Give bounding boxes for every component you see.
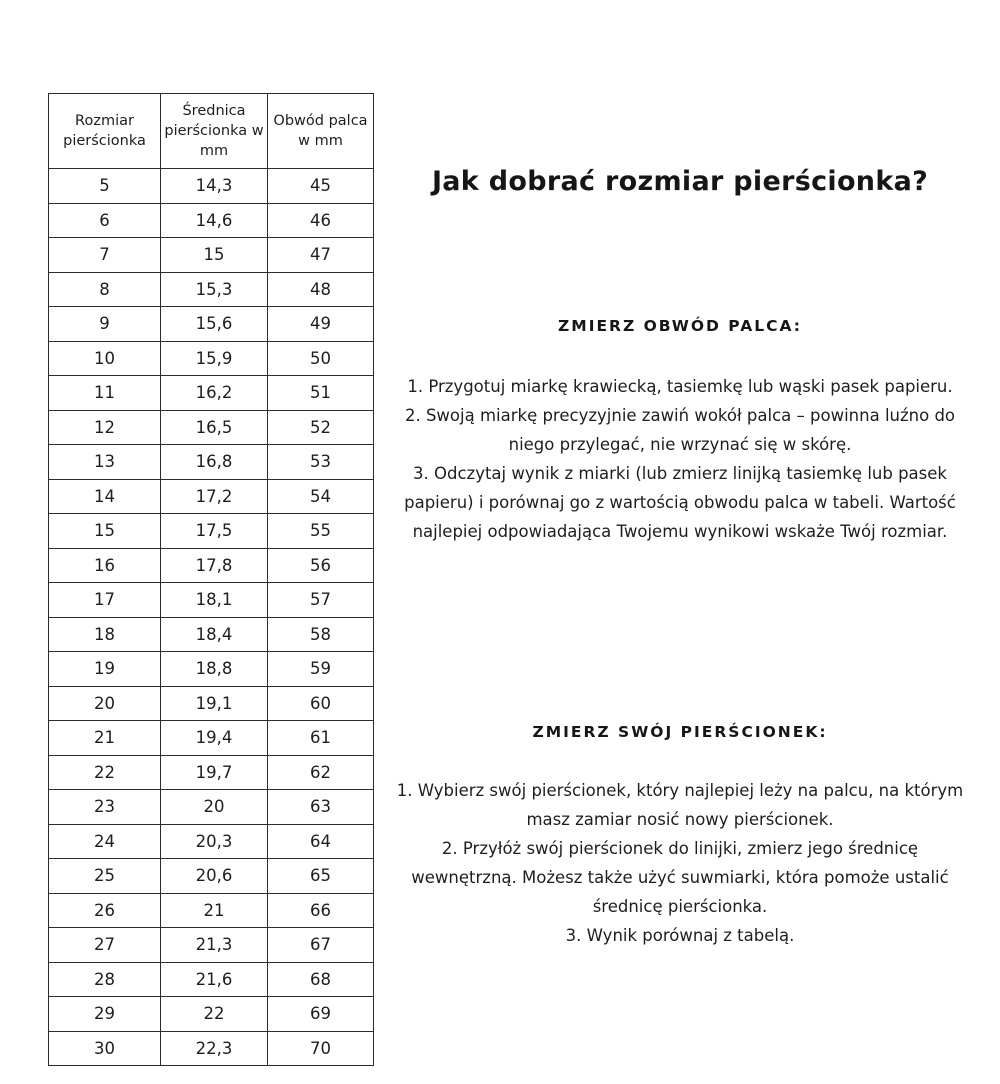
table-row [49,341,374,376]
table-row [49,652,374,687]
table-header-row [49,94,374,169]
table-cell: 8 [49,272,161,307]
table-cell: 15,6 [161,307,268,342]
table-row [49,445,374,480]
table-cell: 18,4 [161,617,268,652]
table-row [49,859,374,894]
table-row [49,617,374,652]
table-cell: 16 [49,548,161,583]
table-cell: 28 [49,962,161,997]
table-row [49,376,374,411]
table-cell: 11 [49,376,161,411]
instruction-item: 1. Przygotuj miarkę krawiecką, tasiemkę lub wąski pasek papieru. [407,377,953,396]
table-cell: 14 [49,479,161,514]
table-cell: 16,8 [161,445,268,480]
table-cell: 63 [268,790,374,825]
table-row [49,514,374,549]
table-cell: 55 [268,514,374,549]
table-row [49,893,374,928]
table-cell: 19 [49,652,161,687]
table-cell: 15 [49,514,161,549]
table-row [49,548,374,583]
table-cell: 10 [49,341,161,376]
header-ring-size: Rozmiar pierścionka [49,94,161,169]
table-row [49,928,374,963]
table-cell: 22,3 [161,1031,268,1066]
table-cell: 45 [268,169,374,204]
table-row [49,583,374,618]
table-cell: 20 [161,790,268,825]
table-cell: 21,6 [161,962,268,997]
table-row [49,962,374,997]
table-row [49,307,374,342]
table-cell: 53 [268,445,374,480]
table-cell: 22 [49,755,161,790]
table-row [49,238,374,273]
instruction-item: 2. Przyłóż swój pierścionek do linijki, zmierz jego średnicę wewnętrzną. Możesz także użyć suwmiarki, która pomoże ustalić średnicę pierścionka. [411,839,949,916]
table-row [49,479,374,514]
ring-size-table-body [49,169,374,1066]
table-cell: 62 [268,755,374,790]
table-cell: 70 [268,1031,374,1066]
table-cell: 60 [268,686,374,721]
table-cell: 58 [268,617,374,652]
table-cell: 24 [49,824,161,859]
table-cell: 68 [268,962,374,997]
section-heading-measure-finger: ZMIERZ OBWÓD PALCA: [558,317,802,335]
table-cell: 20,3 [161,824,268,859]
table-cell: 21,3 [161,928,268,963]
table-cell: 6 [49,203,161,238]
instruction-list-measure-ring [390,776,970,950]
table-row [49,824,374,859]
table-cell: 17 [49,583,161,618]
table-cell: 15 [161,238,268,273]
table-cell: 48 [268,272,374,307]
table-cell: 5 [49,169,161,204]
table-cell: 66 [268,893,374,928]
header-finger-circumference: Obwód palca w mm [268,94,374,169]
table-cell: 20,6 [161,859,268,894]
table-cell: 20 [49,686,161,721]
table-row [49,755,374,790]
table-cell: 61 [268,721,374,756]
table-cell: 14,6 [161,203,268,238]
table-row [49,203,374,238]
table-cell: 29 [49,997,161,1032]
ring-size-table [48,93,374,1066]
table-cell: 18 [49,617,161,652]
table-cell: 17,5 [161,514,268,549]
table-cell: 17,2 [161,479,268,514]
table-row [49,272,374,307]
section-heading-measure-ring: ZMIERZ SWÓJ PIERŚCIONEK: [532,723,828,741]
table-cell: 21 [49,721,161,756]
table-cell: 64 [268,824,374,859]
table-cell: 23 [49,790,161,825]
table-cell: 19,1 [161,686,268,721]
table-cell: 19,7 [161,755,268,790]
table-cell: 7 [49,238,161,273]
table-cell: 25 [49,859,161,894]
table-cell: 26 [49,893,161,928]
table-cell: 52 [268,410,374,445]
table-row [49,169,374,204]
table-cell: 27 [49,928,161,963]
table-cell: 50 [268,341,374,376]
table-cell: 16,5 [161,410,268,445]
table-cell: 15,9 [161,341,268,376]
table-row [49,721,374,756]
table-cell: 13 [49,445,161,480]
table-cell: 51 [268,376,374,411]
table-cell: 18,8 [161,652,268,687]
table-row [49,1031,374,1066]
header-ring-diameter: Średnica pierścionka w mm [161,94,268,169]
table-cell: 49 [268,307,374,342]
table-cell: 12 [49,410,161,445]
table-cell: 59 [268,652,374,687]
table-cell: 19,4 [161,721,268,756]
table-cell: 46 [268,203,374,238]
table-cell: 9 [49,307,161,342]
table-cell: 54 [268,479,374,514]
table-cell: 56 [268,548,374,583]
table-cell: 67 [268,928,374,963]
table-cell: 14,3 [161,169,268,204]
table-cell: 57 [268,583,374,618]
instruction-list-measure-finger [390,372,970,546]
table-row [49,997,374,1032]
instruction-item: 1. Wybierz swój pierścionek, który najlepiej leży na palcu, na którym masz zamiar nosić nowy pierścionek. [396,781,964,829]
table-row [49,686,374,721]
table-cell: 16,2 [161,376,268,411]
table-cell: 22 [161,997,268,1032]
table-cell: 17,8 [161,548,268,583]
table-cell: 18,1 [161,583,268,618]
table-cell: 30 [49,1031,161,1066]
page-title: Jak dobrać rozmiar pierścionka? [431,166,929,197]
ring-size-table-header [49,94,374,169]
instruction-item: 2. Swoją miarkę precyzyjnie zawiń wokół palca – powinna luźno do niego przylegać, nie wrzynać się w skórę. [404,406,956,454]
table-row [49,410,374,445]
instruction-item: 3. Odczytaj wynik z miarki (lub zmierz linijką tasiemkę lub pasek papieru) i porównaj go z wartością obwodu palca w tabeli. Wartość najlepiej odpowiadająca Twojemu wynikowi wskaże Twój rozmiar. [404,464,956,541]
table-cell: 69 [268,997,374,1032]
table-cell: 21 [161,893,268,928]
table-cell: 47 [268,238,374,273]
table-cell: 65 [268,859,374,894]
table-cell: 15,3 [161,272,268,307]
instruction-item: 3. Wynik porównaj z tabelą. [565,926,795,945]
table-row [49,790,374,825]
